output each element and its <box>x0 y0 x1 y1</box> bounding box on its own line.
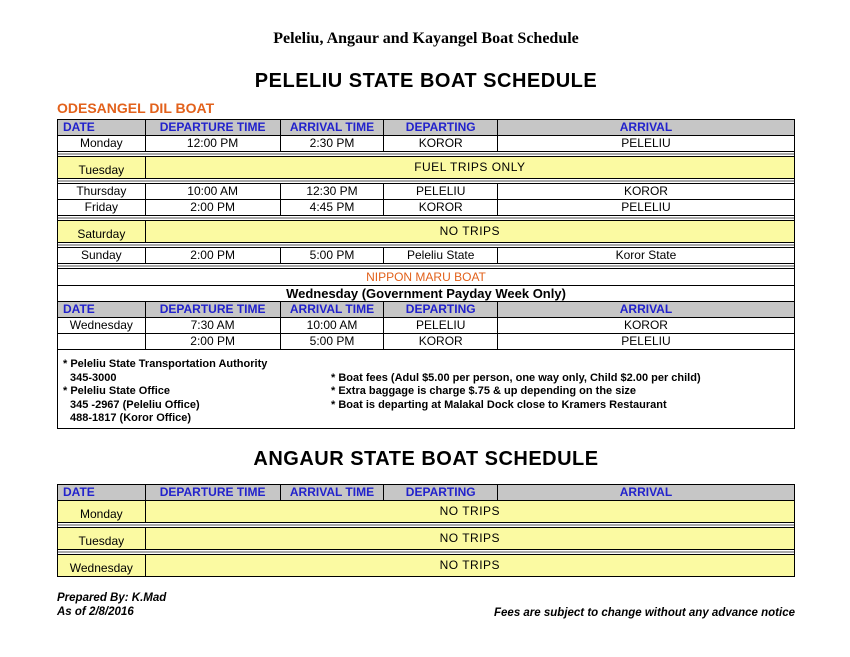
arrival-time-cell: 5:00 PM <box>280 248 384 264</box>
column-header-date: DATE <box>58 484 146 500</box>
special-message-cell: FUEL TRIPS ONLY <box>145 157 794 179</box>
arrival-cell: PELELIU <box>497 334 794 350</box>
column-header-departure-time: DEPARTURE TIME <box>145 302 280 318</box>
angaur-section-title: ANGAUR STATE BOAT SCHEDULE <box>253 447 599 470</box>
document-title: Peleliu, Angaur and Kayangel Boat Schedule <box>273 30 579 47</box>
column-header-arrival-time: ARRIVAL TIME <box>280 484 384 500</box>
day-cell: Wednesday <box>58 318 146 334</box>
day-cell: Monday <box>58 500 146 522</box>
peleliu-section-title: PELELIU STATE BOAT SCHEDULE <box>254 70 598 92</box>
footnote-line: * Boat fees (Adul $5.00 per person, one way only, Child $2.00 per child) <box>331 371 701 384</box>
special-message-cell: NO TRIPS <box>145 527 794 549</box>
footnote-line: * Peleliu State Transportation Authority <box>63 358 268 370</box>
day-cell: Sunday <box>58 248 146 264</box>
prepared-by-block <box>57 591 166 619</box>
day-cell: Wednesday <box>58 554 146 576</box>
table-row-monday <box>58 500 795 522</box>
departing-cell: KOROR <box>384 200 497 216</box>
arrival-time-cell: 2:30 PM <box>280 136 384 152</box>
table-row-sunday <box>58 248 795 264</box>
departing-cell: Peleliu State <box>384 248 497 264</box>
column-header-departing: DEPARTING <box>384 484 497 500</box>
special-message-cell: NO TRIPS <box>145 221 794 243</box>
as-of-date: As of 2/8/2016 <box>57 605 134 618</box>
table-row-monday <box>58 136 795 152</box>
departure-time-cell: 2:00 PM <box>145 248 280 264</box>
footnotes-row <box>58 350 795 429</box>
table-row-thursday <box>58 184 795 200</box>
column-header-departure-time: DEPARTURE TIME <box>145 484 280 500</box>
arrival-time-cell: 10:00 AM <box>280 318 384 334</box>
fees-disclaimer: Fees are subject to change without any advance notice <box>494 606 795 619</box>
prepared-by-text: Prepared By: K.Mad <box>57 591 167 604</box>
departing-cell: KOROR <box>384 334 497 350</box>
footnote-line: * Boat is departing at Malakal Dock close to Kramers Restaurant <box>331 398 667 411</box>
table-row-tuesday <box>58 527 795 549</box>
footnotes-cell <box>58 350 795 429</box>
nippon-boat-label-row <box>58 269 795 286</box>
table-row-friday <box>58 200 795 216</box>
departing-cell: PELELIU <box>384 318 497 334</box>
arrival-cell: PELELIU <box>497 200 794 216</box>
peleliu-schedule-table <box>57 119 795 429</box>
payday-note: Wednesday (Government Payday Week Only) <box>58 286 795 302</box>
arrival-time-cell: 12:30 PM <box>280 184 384 200</box>
column-header-arrival: ARRIVAL <box>497 484 794 500</box>
day-cell <box>58 334 146 350</box>
odesangel-header-row <box>58 120 795 136</box>
column-header-departing: DEPARTING <box>384 302 497 318</box>
nippon-header-row <box>58 302 795 318</box>
day-cell: Saturday <box>58 221 146 243</box>
angaur-schedule-table <box>57 484 795 577</box>
footnote-line: * Peleliu State Office <box>63 385 170 397</box>
day-cell: Thursday <box>58 184 146 200</box>
payday-note-row <box>58 286 795 302</box>
table-row-wednesday <box>58 554 795 576</box>
departure-time-cell: 2:00 PM <box>145 334 280 350</box>
footnotes <box>63 358 786 426</box>
departure-time-cell: 7:30 AM <box>145 318 280 334</box>
departing-cell: KOROR <box>384 136 497 152</box>
day-cell: Monday <box>58 136 146 152</box>
arrival-cell: KOROR <box>497 318 794 334</box>
nippon-boat-label: NIPPON MARU BOAT <box>58 269 795 286</box>
departure-time-cell: 10:00 AM <box>145 184 280 200</box>
column-header-date: DATE <box>58 120 146 136</box>
column-header-arrival: ARRIVAL <box>497 120 794 136</box>
arrival-time-cell: 4:45 PM <box>280 200 384 216</box>
column-header-arrival-time: ARRIVAL TIME <box>280 120 384 136</box>
footnote-line: 488-1817 (Koror Office) <box>70 412 192 424</box>
departure-time-cell: 12:00 PM <box>145 136 280 152</box>
footnote-line: * Extra baggage is charge $.75 & up depending on the size <box>331 385 637 397</box>
departure-time-cell: 2:00 PM <box>145 200 280 216</box>
footnotes-fees-column <box>331 358 786 426</box>
arrival-cell: KOROR <box>497 184 794 200</box>
table-row-wednesday-am <box>58 318 795 334</box>
column-header-departure-time: DEPARTURE TIME <box>145 120 280 136</box>
angaur-header-row <box>58 484 795 500</box>
column-header-date: DATE <box>58 302 146 318</box>
footnote-line: 345-3000 <box>70 371 117 384</box>
day-cell: Friday <box>58 200 146 216</box>
day-cell: Tuesday <box>58 527 146 549</box>
arrival-cell: Koror State <box>497 248 794 264</box>
column-header-arrival: ARRIVAL <box>497 302 794 318</box>
page-footer <box>57 591 795 619</box>
special-message-cell: NO TRIPS <box>145 554 794 576</box>
table-row-wednesday-pm <box>58 334 795 350</box>
odesangel-boat-label: ODESANGEL DIL BOAT <box>57 100 215 116</box>
footnotes-contact-column <box>63 358 331 426</box>
arrival-time-cell: 5:00 PM <box>280 334 384 350</box>
footnote-line: 345 -2967 (Peleliu Office) <box>70 398 200 411</box>
day-cell: Tuesday <box>58 157 146 179</box>
table-row-tuesday <box>58 157 795 179</box>
arrival-cell: PELELIU <box>497 136 794 152</box>
special-message-cell: NO TRIPS <box>145 500 794 522</box>
departing-cell: PELELIU <box>384 184 497 200</box>
table-row-saturday <box>58 221 795 243</box>
column-header-arrival-time: ARRIVAL TIME <box>280 302 384 318</box>
column-header-departing: DEPARTING <box>384 120 497 136</box>
